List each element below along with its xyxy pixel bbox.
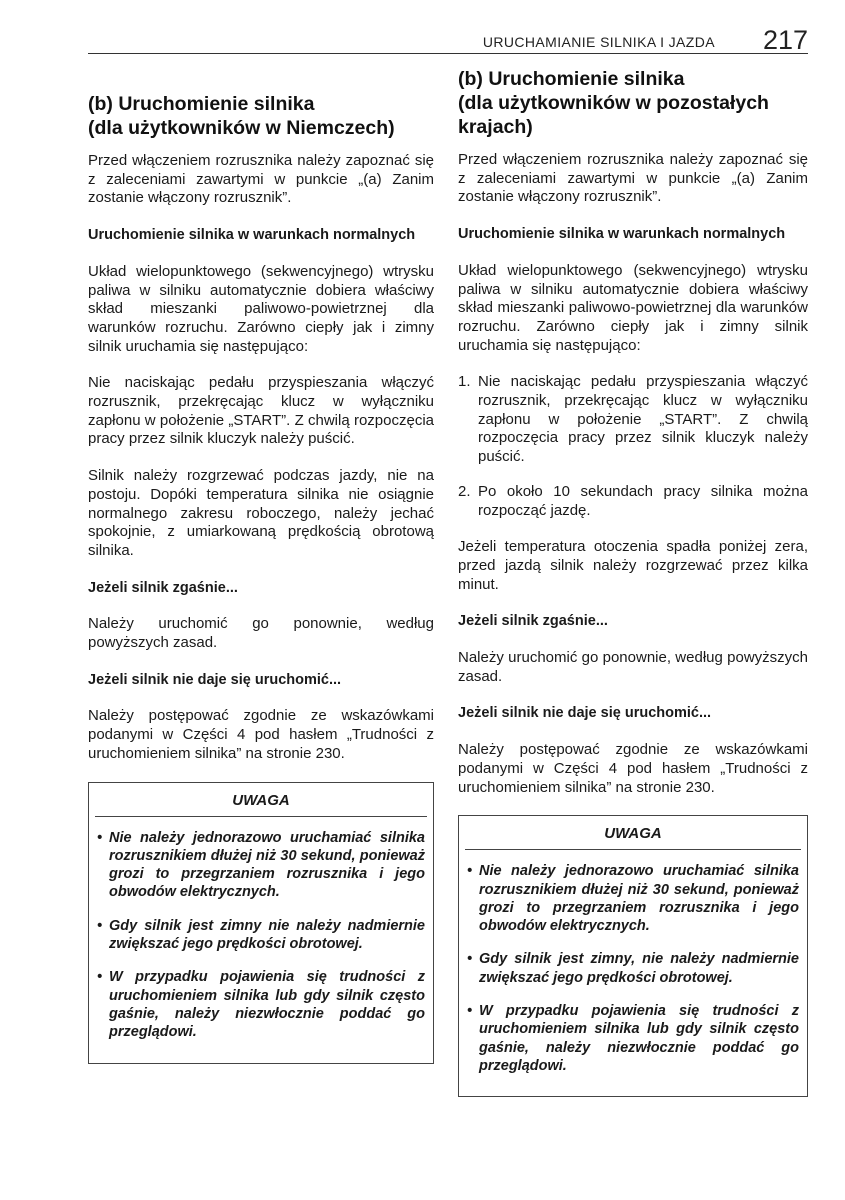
warmup-paragraph: Silnik należy rozgrzewać podczas jazdy, nie na postoju. Dopóki temperatura silnika nie osiągnie normalnego zakresu roboczego, należy jechać spokojnie, z umiarkowaną prędkością obrotową silnika. xyxy=(88,467,434,559)
stall-paragraph: Należy uruchomić go ponownie, według powyższych zasad. xyxy=(88,615,434,652)
subheading-normal-conditions: Uruchomienie silnika w warunkach normalnych xyxy=(88,227,416,244)
intro-paragraph: Przed włączeniem rozrusznika należy zapoznać się z zaleceniami zawartymi w punkcie „(a) Zanim zostanie włączony rozrusznik”. xyxy=(88,152,434,207)
warning-item xyxy=(97,917,425,954)
warning-item-text: W przypadku pojawienia się trudności z uruchomieniem silnika lub gdy silnik często gaśnie, należy niezwłocznie poddać go przeglądowi. xyxy=(109,969,425,1041)
warning-title: UWAGA xyxy=(465,816,801,850)
stall-paragraph: Należy uruchomić go ponownie, według powyższych zasad. xyxy=(458,649,808,685)
bullet-icon: • xyxy=(467,951,473,968)
right-column xyxy=(458,67,808,1097)
subheading-engine-wont-start: Jeżeli silnik nie daje się uruchomić... xyxy=(458,705,712,722)
warning-box xyxy=(458,815,808,1097)
start-steps-list xyxy=(458,373,808,520)
running-header-title: URUCHAMIANIE SILNIKA I JAZDA xyxy=(482,34,715,50)
heading-line: krajach) xyxy=(458,116,533,138)
step-text: Nie naciskając pedału przyspieszania włączyć rozrusznik, przekręcając klucz w wyłączniku zapłonu w położenie „START”. Z chwilą rozpoczęcia pracy przez silnik kluczyk należy puścić. xyxy=(478,373,808,466)
warning-item xyxy=(467,862,799,935)
system-description-paragraph: Układ wielopunktowego (sekwencyjnego) wtrysku paliwa w silniku automatycznie dobiera właściwy skład mieszanki paliwowo-powietrznej dla warunków rozruchu. Zarówno ciepły jak i zimny silnik uruchamia się następująco: xyxy=(458,261,808,354)
warning-item-text: Nie należy jednorazowo uruchamiać silnika rozrusznikiem dłużej niż 30 sekund, ponieważ grozi to przegrzaniem rozrusznika i jego obwodów elektrycznych. xyxy=(479,863,799,935)
page-header xyxy=(88,25,808,55)
heading-line: (dla użytkowników w pozostałych xyxy=(458,92,769,114)
step-number: 1. xyxy=(458,373,471,391)
warning-item xyxy=(97,829,425,902)
warning-item-text: Gdy silnik jest zimny nie należy nadmiernie zwiększać jego prędkości obrotowej. xyxy=(109,917,425,953)
wont-start-paragraph: Należy postępować zgodnie ze wskazówkami podanymi w Części 4 pod hasłem „Trudności z uruchomieniem silnika” na stronie 230. xyxy=(88,707,434,762)
warning-item-text: Nie należy jednorazowo uruchamiać silnika rozrusznikiem dłużej niż 30 sekund, ponieważ grozi to przegrzaniem rozrusznika i jego obwodów elektrycznych. xyxy=(109,829,425,901)
warning-item-text: W przypadku pojawienia się trudności z uruchomieniem silnika lub gdy silnik często gaśnie, należy niezwłocznie poddać go przeglądowi. xyxy=(479,1003,799,1074)
bullet-icon: • xyxy=(467,1003,473,1020)
subheading-normal-conditions: Uruchomienie silnika w warunkach normalnych xyxy=(458,226,786,243)
header-rule xyxy=(88,53,808,54)
heading-line: (dla użytkowników w Niemczech) xyxy=(88,117,395,139)
heading-line: (b) Uruchomienie silnika xyxy=(458,68,685,90)
bullet-icon: • xyxy=(97,829,103,846)
warning-item xyxy=(97,968,425,1041)
intro-paragraph: Przed włączeniem rozrusznika należy zapoznać się z zaleceniami zawartymi w punkcie „(a) Zanim zostanie włączony rozrusznik”. xyxy=(458,151,808,206)
bullet-icon: • xyxy=(97,917,103,934)
left-column xyxy=(88,92,434,1064)
wont-start-paragraph: Należy postępować zgodnie ze wskazówkami podanymi w Części 4 pod hasłem „Trudności z uruchomieniem silnika” na stronie 230. xyxy=(458,741,808,796)
bullet-icon: • xyxy=(467,863,473,880)
bullet-icon: • xyxy=(97,969,103,986)
cold-temperature-paragraph: Jeżeli temperatura otoczenia spadła poniżej zera, przed jazdą silnik należy rozgrzewać przez kilka minut. xyxy=(458,538,808,593)
step-text: Po około 10 sekundach pracy silnika można rozpocząć jazdę. xyxy=(478,482,808,519)
step-number: 2. xyxy=(458,482,471,500)
warning-title: UWAGA xyxy=(95,783,427,817)
system-description-paragraph: Układ wielopunktowego (sekwencyjnego) wtrysku paliwa w silniku automatycznie dobiera właściwy skład mieszanki paliwowo-powietrznej dla warunków rozruchu. Zarówno ciepły jak i zimny silnik uruchamia się następująco: xyxy=(88,262,434,355)
section-heading-other-countries xyxy=(458,67,808,139)
step-item xyxy=(458,483,808,520)
page-number: 217 xyxy=(762,25,808,55)
heading-line: (b) Uruchomienie silnika xyxy=(88,93,315,115)
warning-item-text: Gdy silnik jest zimny, nie należy nadmiernie zwiększać jego prędkości obrotowej. xyxy=(479,951,799,986)
warning-box xyxy=(88,782,434,1064)
subheading-engine-stalls: Jeżeli silnik zgaśnie... xyxy=(88,579,238,596)
warning-item xyxy=(467,1002,799,1075)
subheading-engine-stalls: Jeżeli silnik zgaśnie... xyxy=(458,613,608,630)
section-heading-germany xyxy=(88,92,434,140)
start-instruction-paragraph: Nie naciskając pedału przyspieszania włączyć rozrusznik, przekręcając klucz w wyłączniku zapłonu w położenie „START”. Z chwilą rozpoczęcia pracy przez silnik kluczyk należy puścić. xyxy=(88,374,434,448)
subheading-engine-wont-start: Jeżeli silnik nie daje się uruchomić... xyxy=(88,671,342,688)
step-item xyxy=(458,373,808,467)
warning-item xyxy=(467,950,799,987)
